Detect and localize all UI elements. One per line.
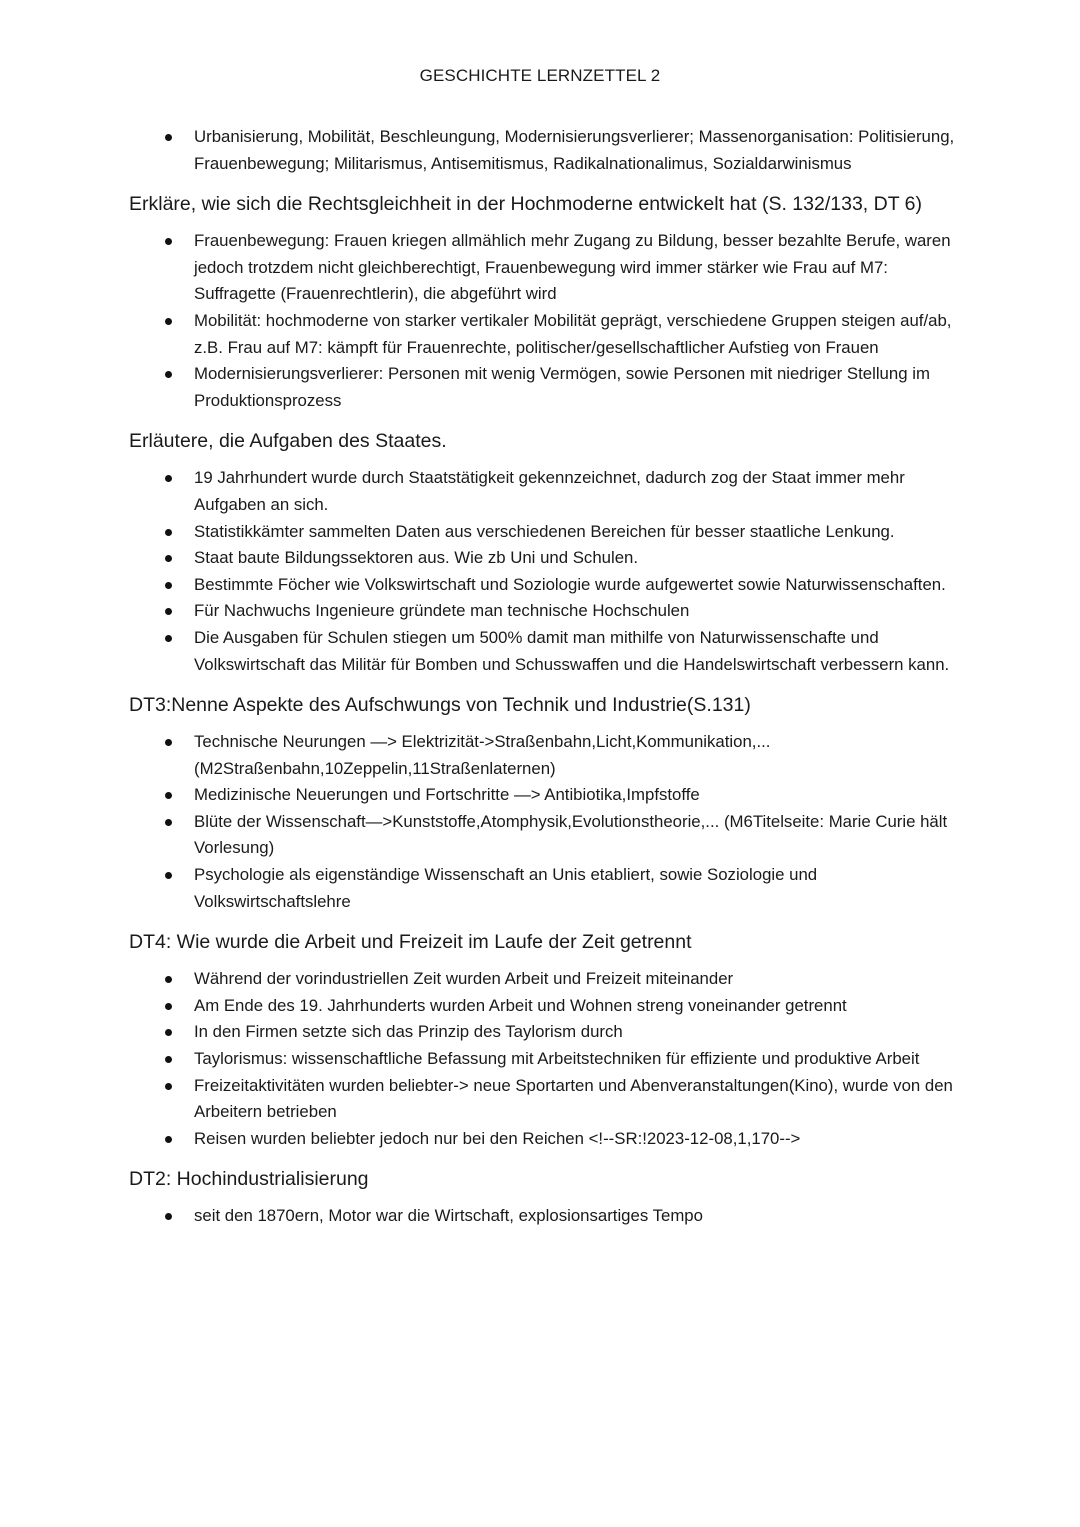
section-rechtsgleichheit: [129, 190, 969, 414]
list-item: Psychologie als eigenständige Wissenschaft an Unis etabliert, sowie Soziologie und Volkswirtschaftslehre: [129, 862, 964, 915]
section-heading: DT2: Hochindustrialisierung: [129, 1168, 369, 1191]
list-item: Reisen wurden beliebter jedoch nur bei den Reichen <!--SR:!2023-12-08,1,170-->: [129, 1126, 964, 1153]
section-dt4: [129, 928, 969, 1152]
bullet-list: [129, 1203, 969, 1230]
page-title: GESCHICHTE LERNZETTEL 2: [419, 66, 661, 85]
list-item: Für Nachwuchs Ingenieure gründete man technische Hochschulen: [129, 598, 964, 625]
document-body: [129, 124, 969, 1230]
section-heading: Erläutere, die Aufgaben des Staates.: [129, 430, 447, 453]
list-item: Bestimmte Föcher wie Volkswirtschaft und Soziologie wurde aufgewertet sowie Naturwissenschaften.: [129, 572, 964, 599]
section-dt2: [129, 1165, 969, 1230]
list-item: In den Firmen setzte sich das Prinzip des Taylorism durch: [129, 1019, 964, 1046]
bullet-list: [129, 228, 969, 414]
section-intro: [129, 124, 969, 177]
bullet-list: [129, 124, 969, 177]
list-item: Blüte der Wissenschaft—>Kunststoffe,Atomphysik,Evolutionstheorie,... (M6Titelseite: Marie Curie hält Vorlesung): [129, 809, 964, 862]
section-heading: DT3:Nenne Aspekte des Aufschwungs von Technik und Industrie(S.131): [129, 694, 751, 717]
list-item: Statistikkämter sammelten Daten aus verschiedenen Bereichen für besser staatliche Lenkung.: [129, 519, 964, 546]
bullet-list: [129, 729, 969, 915]
section-heading: Erkläre, wie sich die Rechtsgleichheit in der Hochmoderne entwickelt hat (S. 132/133, DT 6): [129, 193, 923, 216]
list-item: seit den 1870ern, Motor war die Wirtschaft, explosionsartiges Tempo: [129, 1203, 964, 1230]
bullet-list: [129, 966, 969, 1152]
bullet-list: [129, 465, 969, 678]
list-item: Taylorismus: wissenschaftliche Befassung mit Arbeitstechniken für effiziente und produktive Arbeit: [129, 1046, 964, 1073]
list-item: Medizinische Neuerungen und Fortschritte —> Antibiotika,Impfstoffe: [129, 782, 964, 809]
list-item: Urbanisierung, Mobilität, Beschleungung, Modernisierungsverlierer; Massenorganisation: Politisierung, Frauenbewegung; Militarismus, Antisemitismus, Radikalnationalimus, Sozialdarwinismus: [129, 124, 964, 177]
list-item: 19 Jahrhundert wurde durch Staatstätigkeit gekennzeichnet, dadurch zog der Staat immer mehr Aufgaben an sich.: [129, 465, 964, 518]
list-item: Modernisierungsverlierer: Personen mit wenig Vermögen, sowie Personen mit niedriger Stellung im Produktionsprozess: [129, 361, 964, 414]
list-item: Am Ende des 19. Jahrhunderts wurden Arbeit und Wohnen streng voneinander getrennt: [129, 993, 964, 1020]
list-item: Staat baute Bildungssektoren aus. Wie zb Uni und Schulen.: [129, 545, 964, 572]
list-item: Mobilität: hochmoderne von starker vertikaler Mobilität geprägt, verschiedene Gruppen steigen auf/ab, z.B. Frau auf M7: kämpft für Frauenrechte, politischer/gesellschaftlicher Aufstieg von Frauen: [129, 308, 964, 361]
list-item: Die Ausgaben für Schulen stiegen um 500% damit man mithilfe von Naturwissenschafte und Volkswirtschaft das Militär für Bomben und Schusswaffen und die Handelswirtschaft verbessern kann.: [129, 625, 964, 678]
list-item: Freizeitaktivitäten wurden beliebter-> neue Sportarten und Abenveranstaltungen(Kino), wurde von den Arbeitern betrieben: [129, 1073, 964, 1126]
section-dt3: [129, 691, 969, 915]
list-item: Frauenbewegung: Frauen kriegen allmählich mehr Zugang zu Bildung, besser bezahlte Berufe, waren jedoch trotzdem nicht gleichberechtigt, Frauenbewegung wird immer stärker wie Frau auf M7: Suffragette (Frauenrechtlerin), die abgeführt wird: [129, 228, 964, 308]
list-item: Technische Neurungen —> Elektrizität->Straßenbahn,Licht,Kommunikation,... (M2Straßenbahn,10Zeppelin,11Straßenlaternen): [129, 729, 964, 782]
section-heading: DT4: Wie wurde die Arbeit und Freizeit im Laufe der Zeit getrennt: [129, 931, 692, 954]
section-aufgaben-staat: [129, 427, 969, 678]
list-item: Während der vorindustriellen Zeit wurden Arbeit und Freizeit miteinander: [129, 966, 964, 993]
